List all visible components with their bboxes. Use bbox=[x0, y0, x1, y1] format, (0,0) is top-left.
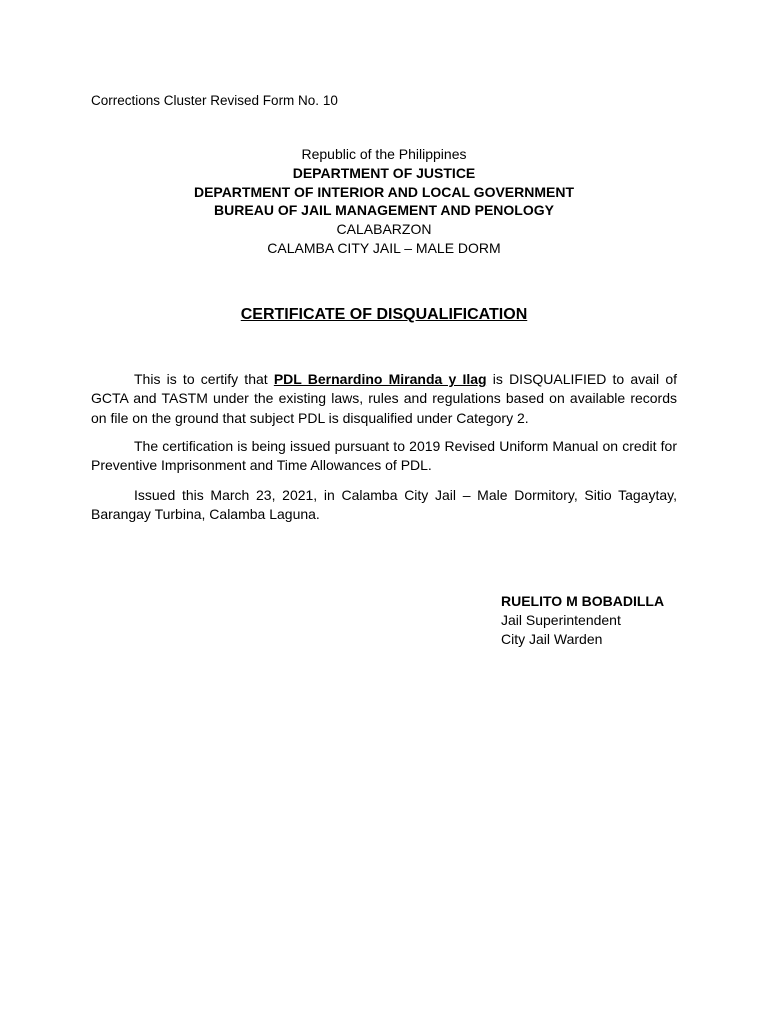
header-dilg: DEPARTMENT OF INTERIOR AND LOCAL GOVERNMENT bbox=[193, 183, 575, 200]
signatory-block bbox=[501, 592, 664, 648]
signatory-office: City Jail Warden bbox=[501, 630, 603, 647]
pdl-name: PDL Bernardino Miranda y Ilag bbox=[273, 371, 487, 387]
signatory-position: Jail Superintendent bbox=[501, 611, 621, 628]
header-region: CALABARZON bbox=[336, 221, 432, 238]
certification-paragraph bbox=[91, 370, 677, 428]
form-number-label: Corrections Cluster Revised Form No. 10 bbox=[91, 93, 338, 108]
paragraph-1-prefix: This is to certify that bbox=[134, 371, 274, 387]
letterhead bbox=[0, 145, 768, 258]
certificate-title: CERTIFICATE OF DISQUALIFICATION bbox=[240, 306, 528, 323]
header-office: CALAMBA CITY JAIL – MALE DORM bbox=[267, 239, 501, 256]
basis-paragraph: The certification is being issued pursuant to 2019 Revised Uniform Manual on credit for Preventive Imprisonment and Time Allowances of PDL. bbox=[91, 438, 677, 474]
paragraph-1-suffix: is DISQUALIFIED to avail of GCTA and TASTM under the existing laws, rules and regulations based on available records on file on the ground that subject PDL is disqualified under Category 2. bbox=[91, 371, 678, 426]
header-republic: Republic of the Philippines bbox=[301, 146, 467, 162]
signatory-name: RUELITO M BOBADILLA bbox=[501, 593, 665, 609]
header-doj: DEPARTMENT OF JUSTICE bbox=[292, 164, 476, 181]
issuance-paragraph: Issued this March 23, 2021, in Calamba City Jail – Male Dormitory, Sitio Tagaytay, Barangay Turbina, Calamba Laguna. bbox=[91, 487, 677, 523]
header-bjmp: BUREAU OF JAIL MANAGEMENT AND PENOLOGY bbox=[214, 202, 554, 219]
